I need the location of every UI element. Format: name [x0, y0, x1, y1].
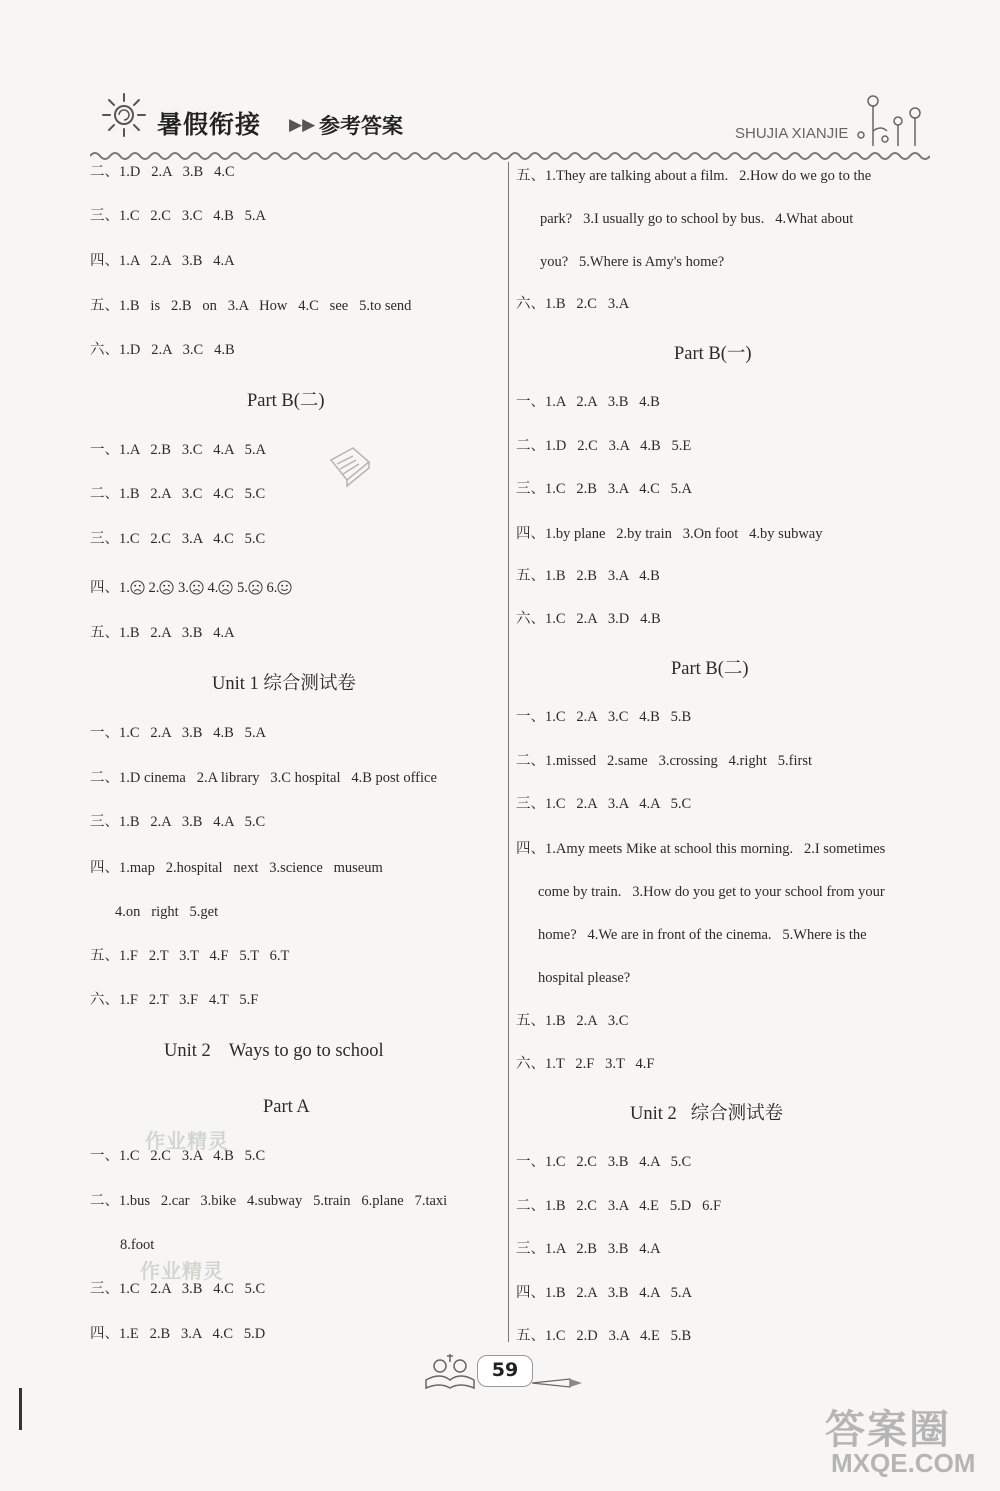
- answer-line: come by train. 3.How do you get to your school from your: [538, 884, 885, 900]
- answer-line: 五、1.B 2.A 3.C: [516, 1013, 629, 1029]
- answer-line: 一、1.C 2.A 3.B 4.B 5.A: [90, 725, 267, 741]
- answer-line: 二、1.bus 2.car 3.bike 4.subway 5.train 6.plane 7.taxi: [90, 1193, 448, 1209]
- answer-line: hospital please?: [538, 970, 631, 986]
- answer-line: 二、1.missed 2.same 3.crossing 4.right 5.first: [516, 753, 813, 769]
- answer-line: 五、1.B 2.A 3.B 4.A: [90, 625, 235, 641]
- header-divider: [90, 150, 930, 162]
- section-heading: Part B(二): [247, 391, 325, 411]
- answer-line: 三、1.A 2.B 3.B 4.A: [516, 1241, 661, 1257]
- sad-face-icon: [159, 580, 174, 595]
- answer-label: 3.: [174, 580, 189, 596]
- answer-line: 五、1.C 2.D 3.A 4.E 5.B: [516, 1328, 692, 1344]
- logo-url: MXQE.COM: [831, 1448, 976, 1478]
- answer-line: 四、1.B 2.A 3.B 4.A 5.A: [516, 1285, 693, 1301]
- answer-line: 四、1.by plane 2.by train 3.On foot 4.by subway: [516, 526, 823, 542]
- book-stamp-icon: [323, 440, 375, 492]
- answer-line: 8.foot: [120, 1237, 155, 1253]
- answer-line: 四、1.A 2.A 3.B 4.A: [90, 253, 235, 269]
- page-header: [95, 85, 935, 157]
- sad-face-icon: [218, 580, 233, 595]
- answer-label: 4.: [203, 580, 219, 596]
- answer-line: 一、1.C 2.A 3.C 4.B 5.B: [516, 709, 692, 725]
- section-heading: Part B(二): [671, 659, 749, 679]
- answer-line: 四、1.E 2.B 3.A 4.C 5.D: [90, 1326, 266, 1342]
- column-divider: [508, 162, 509, 1342]
- flowers-icon: [853, 91, 933, 151]
- pencil-icon: [530, 1376, 585, 1390]
- logo-text: 答案圈: [825, 1407, 951, 1453]
- answer-line: 4.on right 5.get: [115, 904, 219, 920]
- answer-label: 6.: [262, 580, 278, 596]
- sad-face-icon: [248, 580, 263, 595]
- answer-line: 四、1.Amy meets Mike at school this morning. 2.I sometimes: [516, 841, 886, 857]
- answer-line: 一、1.C 2.C 3.B 4.A 5.C: [516, 1154, 692, 1170]
- answer-line: park? 3.I usually go to school by bus. 4.What about: [540, 211, 854, 227]
- section-title: 参考答案: [319, 114, 403, 138]
- answer-line: 三、1.C 2.C 3.A 4.C 5.C: [90, 531, 266, 547]
- answer-line: 一、1.A 2.A 3.B 4.B: [516, 394, 660, 410]
- answer-line: 五、1.F 2.T 3.T 4.F 5.T 6.T: [90, 948, 290, 964]
- answer-line: 三、1.C 2.B 3.A 4.C 5.A: [516, 481, 693, 497]
- arrow-icon: ▶▶: [289, 115, 316, 135]
- answer-label: 四、1.: [90, 580, 130, 596]
- book-title: 暑假衔接: [157, 110, 262, 139]
- answer-line: 二、1.B 2.C 3.A 4.E 5.D 6.F: [516, 1198, 722, 1214]
- section-heading: Unit 1 综合测试卷: [212, 674, 356, 694]
- sad-face-icon: [130, 580, 145, 595]
- answer-label: 2.: [144, 580, 160, 596]
- page-number: 59: [491, 1359, 519, 1381]
- answer-line-faces: [90, 579, 292, 597]
- section-heading: Part B(一): [674, 344, 752, 364]
- section-heading: Unit 2 Ways to go to school: [164, 1041, 384, 1061]
- answer-line: 二、1.B 2.A 3.C 4.C 5.C: [90, 486, 266, 502]
- sad-face-icon: [189, 580, 204, 595]
- answer-line: 二、1.D cinema 2.A library 3.C hospital 4.B post office: [90, 770, 437, 786]
- answer-line: 五、1.They are talking about a film. 2.How do we go to the: [516, 168, 872, 184]
- watermark: 作业精灵: [140, 1259, 224, 1283]
- answer-line: 三、1.B 2.A 3.B 4.A 5.C: [90, 814, 266, 830]
- answer-line: 六、1.T 2.F 3.T 4.F: [516, 1056, 655, 1072]
- answer-line: 三、1.C 2.C 3.C 4.B 5.A: [90, 208, 267, 224]
- watermark: 作业精灵: [145, 1129, 229, 1153]
- answer-line: 二、1.D 2.C 3.A 4.B 5.E: [516, 438, 692, 454]
- answer-line: 五、1.B 2.B 3.A 4.B: [516, 568, 660, 584]
- answer-line: 一、1.C 2.C 3.A 4.B 5.C: [90, 1148, 266, 1164]
- answer-line: 三、1.C 2.A 3.A 4.A 5.C: [516, 796, 692, 812]
- answer-label: 5.: [233, 580, 248, 596]
- answer-line: 二、1.D 2.A 3.B 4.C: [90, 164, 235, 180]
- answer-line: 六、1.C 2.A 3.D 4.B: [516, 611, 661, 627]
- scan-edge-mark: [19, 1388, 22, 1430]
- section-heading: Part A: [263, 1097, 310, 1117]
- answer-line: 五、1.B is 2.B on 3.A How 4.C see 5.to send: [90, 298, 412, 314]
- sun-icon: [100, 91, 148, 139]
- answer-line: 六、1.B 2.C 3.A: [516, 296, 630, 312]
- answer-line: 三、1.C 2.A 3.B 4.C 5.C: [90, 1281, 266, 1297]
- answer-line: you? 5.Where is Amy's home?: [540, 254, 725, 270]
- answer-line: 六、1.F 2.T 3.F 4.T 5.F: [90, 992, 259, 1008]
- answer-line: 四、1.map 2.hospital next 3.science museum: [90, 860, 383, 876]
- page-number-badge: [477, 1355, 533, 1387]
- reading-kid-icon: [420, 1350, 480, 1392]
- site-logo: [825, 1398, 995, 1486]
- happy-face-icon: [277, 580, 292, 595]
- section-heading: Unit 2 综合测试卷: [630, 1104, 784, 1124]
- book-title-pinyin: SHUJIA XIANJIE: [735, 125, 849, 142]
- answer-line: 一、1.A 2.B 3.C 4.A 5.A: [90, 442, 267, 458]
- answer-line: 六、1.D 2.A 3.C 4.B: [90, 342, 235, 358]
- answer-line: home? 4.We are in front of the cinema. 5.Where is the: [538, 927, 867, 943]
